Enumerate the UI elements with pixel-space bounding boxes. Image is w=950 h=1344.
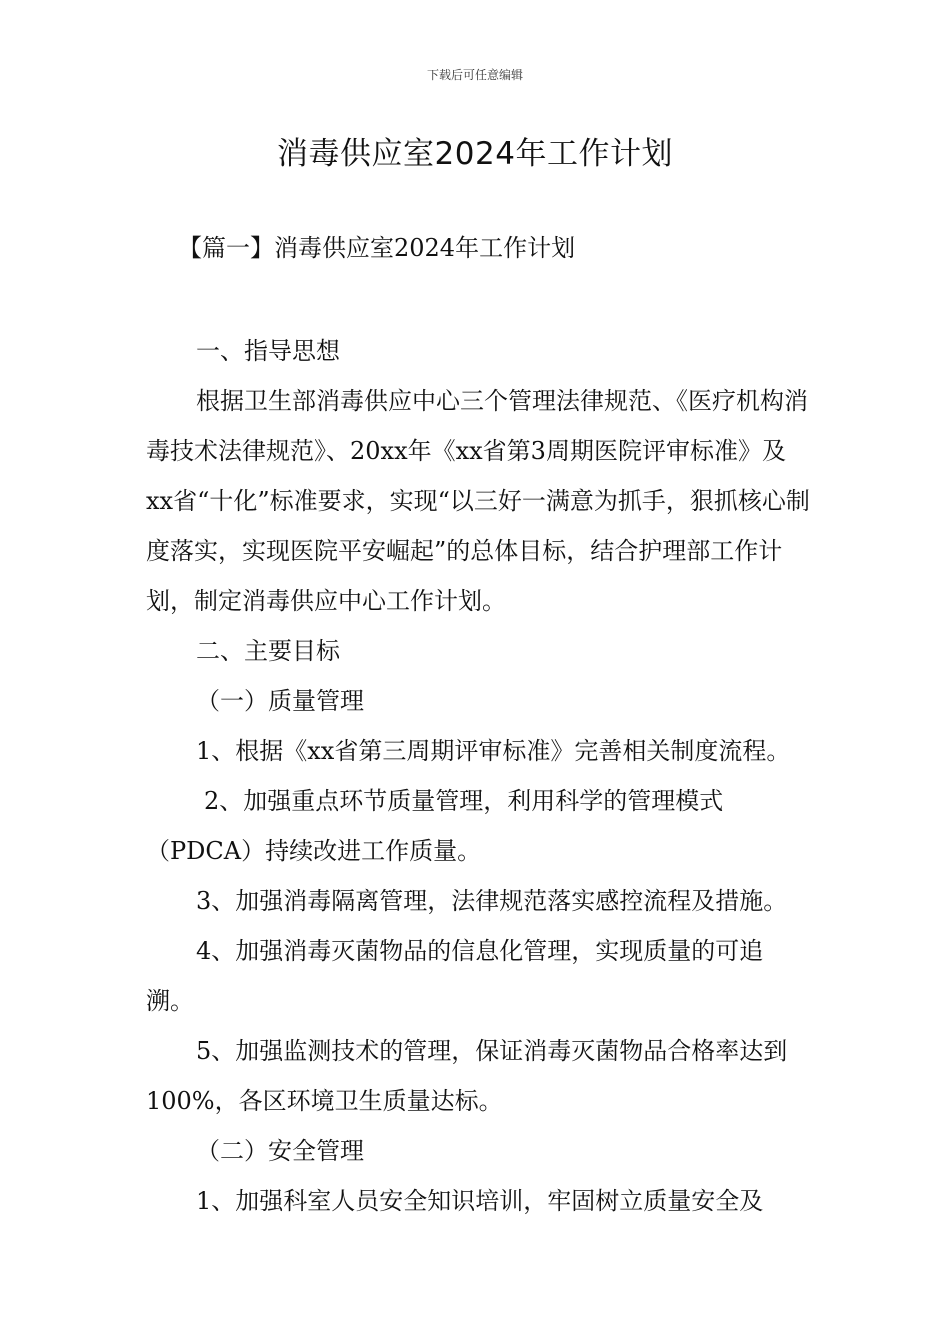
paragraph-guiding-ideology: 根据卫生部消毒供应中心三个管理法律规范、《医疗机构消毒技术法律规范》、20xx年《xx省第3周期医院评审标准》及xx省“十化”标准要求，实现“以三好一满意为抓手，狠抓核心制度落实，实现医院平安崛起”的总体目标，结合护理部工作计划，制定消毒供应中心工作计划。	[146, 387, 810, 615]
document-body	[146, 326, 811, 1226]
document-title: 消毒供应室2024年工作计划	[277, 136, 673, 172]
section-heading: 【篇一】消毒供应室2024年工作计划	[178, 234, 576, 262]
paragraph-item-4: 4、加强消毒灭菌物品的信息化管理，实现质量的可追溯。	[146, 937, 764, 1015]
subheading-quality-management: （一）质量管理	[196, 687, 364, 715]
subheading-safety-management: （二）安全管理	[196, 1137, 364, 1165]
paragraph-safety-item-1: 1、加强科室人员安全知识培训，牢固树立质量安全及	[196, 1187, 764, 1215]
paragraph-item-5: 5、加强监测技术的管理，保证消毒灭菌物品合格率达到100%，各区环境卫生质量达标。	[146, 1037, 788, 1115]
heading-main-goals: 二、主要目标	[196, 637, 340, 665]
paragraph-item-1: 1、根据《xx省第三周期评审标准》完善相关制度流程。	[196, 737, 791, 765]
heading-guiding-ideology: 一、指导思想	[196, 337, 340, 365]
header-note: 下载后可任意编辑	[426, 68, 523, 82]
paragraph-item-3: 3、加强消毒隔离管理，法律规范落实感控流程及措施。	[196, 887, 788, 915]
paragraph-item-2: 2、加强重点环节质量管理，利用科学的管理模式（PDCA）持续改进工作质量。	[146, 787, 724, 865]
